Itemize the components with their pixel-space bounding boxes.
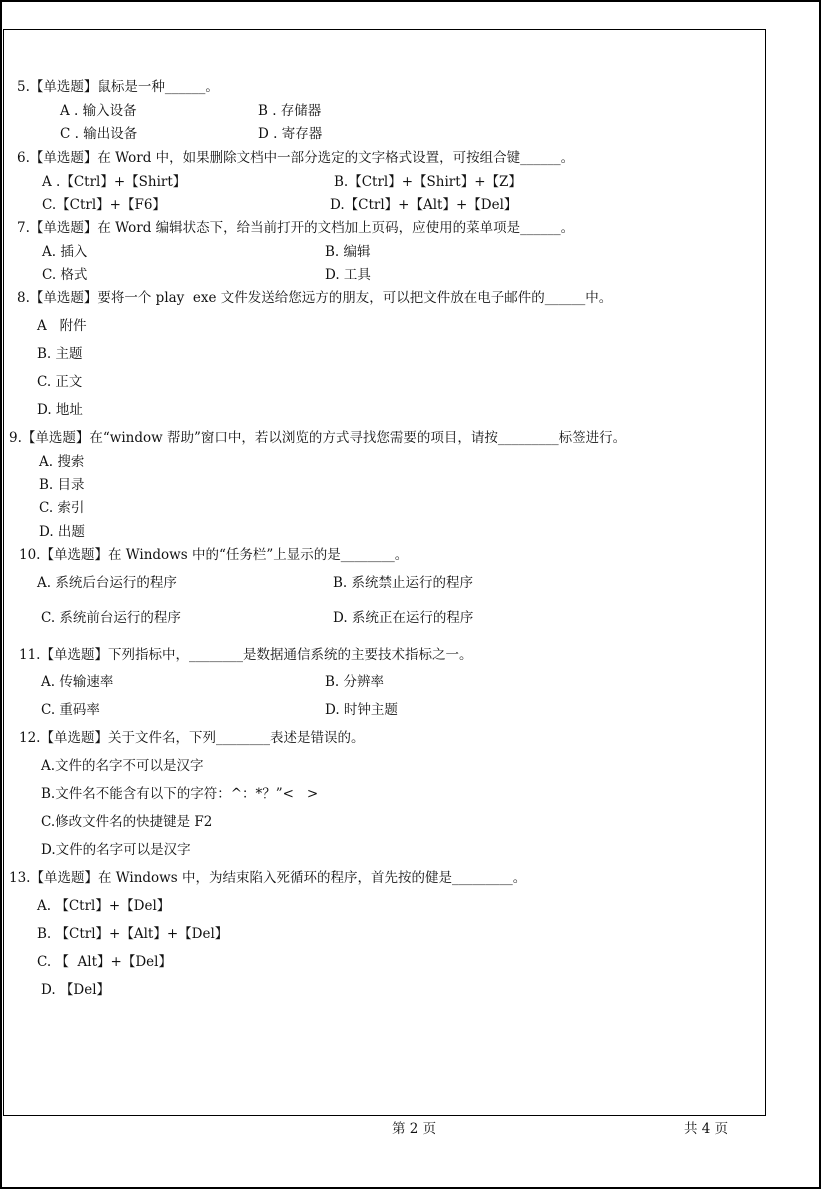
question-5-option-d: D . 寄存器: [258, 126, 323, 142]
question-8-stem: 8.【单选题】要将一个 play exe 文件发送给您远方的朋友，可以把文件放在电子邮件的______中。: [17, 290, 613, 306]
question-11-option-c: C. 重码率: [41, 702, 100, 718]
question-5-stem: 5.【单选题】鼠标是一种______。: [17, 79, 219, 95]
question-7-option-b: B. 编辑: [325, 244, 371, 260]
question-9-option-b: B. 目录: [39, 477, 85, 493]
question-12-option-b: B.文件名不能含有以下的字符：^：*？”< >: [41, 786, 319, 802]
question-5-option-a: A . 输入设备: [60, 103, 137, 119]
question-7-option-d: D. 工具: [325, 267, 371, 283]
question-10-stem: 10.【单选题】在 Windows 中的“任务栏”上显示的是________。: [19, 547, 409, 563]
question-12-stem: 12.【单选题】关于文件名，下列________表述是错误的。: [19, 730, 365, 746]
question-9-option-d: D. 出题: [39, 524, 85, 540]
question-8-option-c: C. 正文: [37, 374, 83, 390]
question-13-option-a: A. 【Ctrl】+【Del】: [37, 898, 171, 914]
question-12-option-c: C.修改文件名的快捷键是 F2: [41, 814, 213, 830]
question-10-option-a: A. 系统后台运行的程序: [37, 575, 177, 591]
question-6-option-c: C.【Ctrl】+【F6】: [42, 197, 166, 213]
question-13-option-d: D. 【Del】: [41, 982, 111, 998]
question-8-option-b: B. 主题: [37, 346, 83, 362]
question-6-option-b: B.【Ctrl】+【Shirt】+【Z】: [334, 174, 522, 190]
question-9-option-a: A. 搜索: [39, 454, 85, 470]
question-8-option-a: A 附件: [37, 318, 87, 334]
question-10-option-d: D. 系统正在运行的程序: [333, 610, 474, 626]
question-12-option-d: D.文件的名字可以是汉字: [41, 842, 191, 858]
question-8-option-d: D. 地址: [37, 402, 83, 418]
question-11-stem: 11.【单选题】下列指标中，________是数据通信系统的主要技术指标之一。: [19, 647, 473, 663]
question-7-option-c: C. 格式: [42, 267, 88, 283]
question-5-option-b: B . 存储器: [258, 103, 322, 119]
question-13-stem: 13.【单选题】在 Windows 中，为结束陷入死循环的程序，首先按的健是_________。: [9, 870, 527, 886]
question-10-option-c: C. 系统前台运行的程序: [41, 610, 181, 626]
question-10-option-b: B. 系统禁止运行的程序: [333, 575, 474, 591]
question-9-option-c: C. 索引: [39, 500, 85, 516]
question-5-option-c: C . 输出设备: [60, 126, 138, 142]
question-6-option-d: D.【Ctrl】+【Alt】+【Del】: [330, 197, 518, 213]
question-7-option-a: A. 插入: [42, 244, 88, 260]
page-number: 第 2 页: [392, 1121, 437, 1137]
question-13-option-b: B. 【Ctrl】+【Alt】+【Del】: [37, 926, 229, 942]
question-9-stem: 9.【单选题】在“window 帮助”窗口中，若以浏览的方式寻找您需要的项目，请按_________标签进行。: [9, 430, 627, 446]
question-6-option-a: A .【Ctrl】+【Shirt】: [42, 174, 187, 190]
question-11-option-d: D. 时钟主题: [325, 702, 398, 718]
question-13-option-c: C. 【 Alt】+【Del】: [37, 954, 172, 970]
question-12-option-a: A.文件的名字不可以是汉字: [41, 758, 204, 774]
page-total: 共 4 页: [684, 1121, 729, 1137]
question-7-stem: 7.【单选题】在 Word 编辑状态下，给当前打开的文档加上页码，应使用的菜单项是______。: [17, 220, 575, 236]
question-11-option-b: B. 分辨率: [325, 674, 385, 690]
question-11-option-a: A. 传输速率: [41, 674, 114, 690]
question-6-stem: 6.【单选题】在 Word 中，如果删除文档中一部分选定的文字格式设置，可按组合键______。: [17, 150, 575, 166]
